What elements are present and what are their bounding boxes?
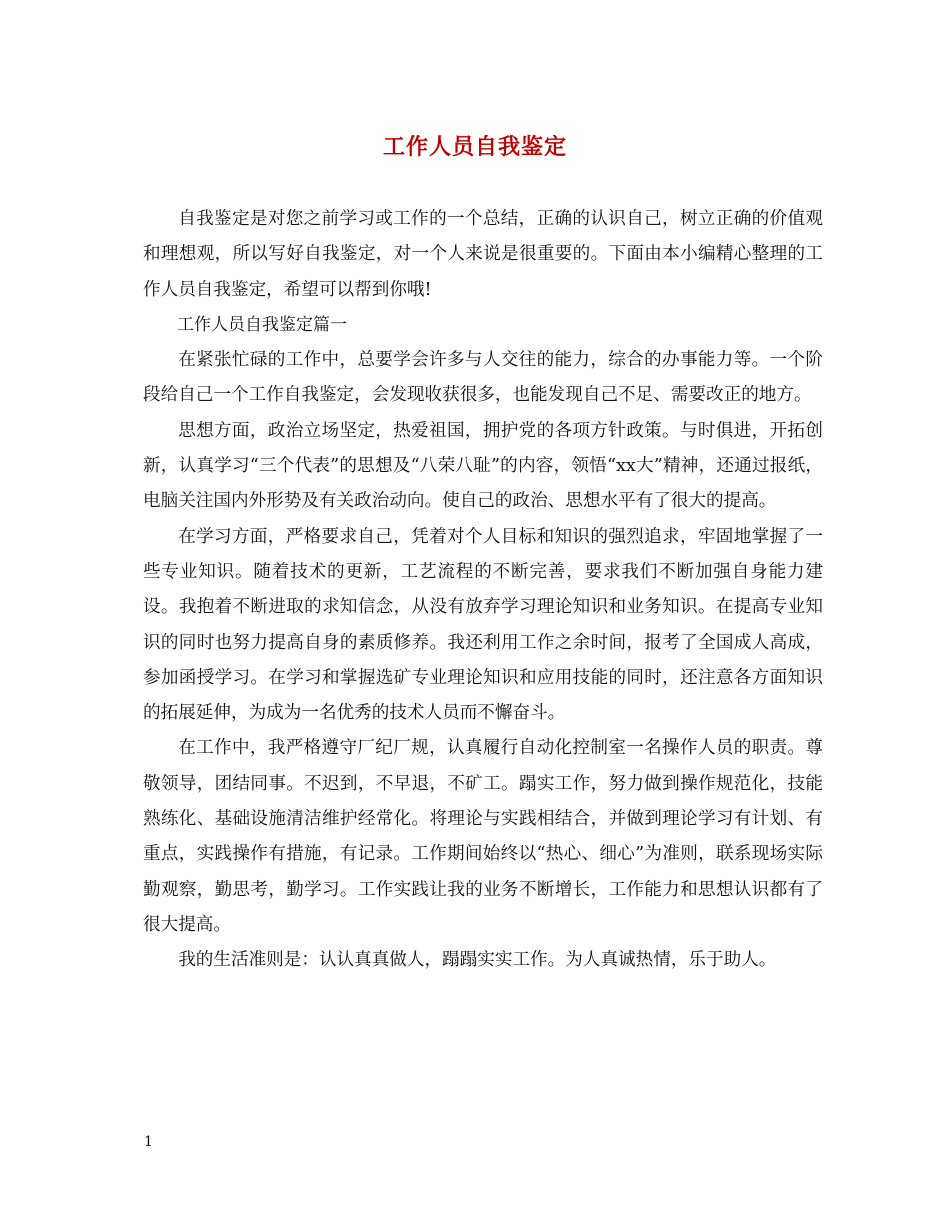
body-paragraph: 在工作中，我严格遵守厂纪厂规，认真履行自动化控制室一名操作人员的职责。尊敬领导，团结同事。不迟到，不早退，不矿工。蹋实工作，努力做到操作规范化，技能熟练化、基础设施清洁维护经常化。将理论与实践相结合，并做到理论学习有计划、有重点，实践操作有措施，有记录。工作期间始终以“热心、细心”为准则，联系现场实际勤观察，勤思考，勤学习。工作实践让我的业务不断增长，工作能力和思想认识都有了很大提高。 [143,738,823,935]
body-paragraph: 在紧张忙碌的工作中，总要学会许多与人交往的能力，综合的办事能力等。一个阶段给自己一个工作自我鉴定，会发现收获很多，也能发现自己不足、需要改正的地方。 [143,350,823,406]
body-paragraph: 思想方面，政治立场坚定，热爱祖国，拥护党的各项方针政策。与时俱进，开拓创新，认真学习“三个代表”的思想及“八荣八耻”的内容，领悟“xx大”精神，还通过报纸，电脑关注国内外形势及有关政治动向。使自己的政治、思想水平有了很大的提高。 [143,420,823,512]
body-paragraph: 我的生活准则是：认认真真做人，蹋蹋实实工作。为人真诚热情，乐于助人。 [178,950,777,971]
section-heading: 工作人员自我鉴定篇一 [177,314,347,335]
body-paragraph: 在学习方面，严格要求自己，凭着对个人目标和知识的强烈追求，牢固地掌握了一些专业知识。随着技术的更新，工艺流程的不断完善，要求我们不断加强自身能力建设。我抱着不断进取的求知信念，从没有放弃学习理论知识和业务知识。在提高专业知识的同时也努力提高自身的素质修养。我还利用工作之余时间，报考了全国成人高成，参加函授学习。在学习和掌握选矿专业理论知识和应用技能的同时，还注意各方面知识的拓展延伸，为成为一名优秀的技术人员而不懈奋斗。 [143,526,823,724]
page-number: 1 [144,1134,153,1150]
document-body [143,202,823,979]
document-title: 工作人员自我鉴定 [382,134,567,160]
intro-paragraph: 自我鉴定是对您之前学习或工作的一个总结，正确的认识自己，树立正确的价值观和理想观，所以写好自我鉴定，对一个人来说是很重要的。下面由本小编精心整理的工作人员自我鉴定，希望可以帮到你哦! [143,209,823,300]
